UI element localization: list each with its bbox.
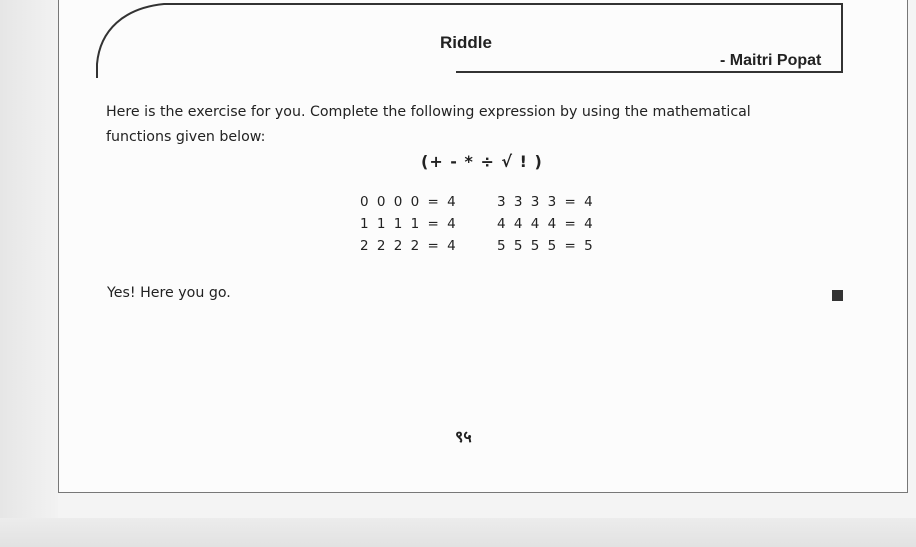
page-bottom-shadow	[0, 518, 916, 547]
author-name: - Maitri Popat	[720, 52, 822, 69]
equation-row: 4 4 4 4 = 4	[497, 216, 595, 232]
equation-row: 0 0 0 0 = 4	[360, 194, 458, 210]
equation-row: 5 5 5 5 = 5	[497, 238, 595, 254]
equation-row: 3 3 3 3 = 4	[497, 194, 595, 210]
exercise-intro: Here is the exercise for you. Complete the following expression by using the mathematical functions given below:	[106, 104, 751, 145]
equation-row: 1 1 1 1 = 4	[360, 216, 458, 232]
function-list: (+ - * ÷ √ ! )	[421, 152, 543, 171]
equation-row: 2 2 2 2 = 4	[360, 238, 458, 254]
page-number: ९५	[455, 427, 472, 446]
end-square-icon	[832, 290, 843, 301]
equation-column-left	[360, 191, 458, 257]
answer-intro: Yes! Here you go.	[107, 285, 231, 301]
equation-column-right	[497, 191, 595, 257]
page-gutter-shadow	[0, 0, 58, 518]
page-title: Riddle	[440, 33, 492, 52]
